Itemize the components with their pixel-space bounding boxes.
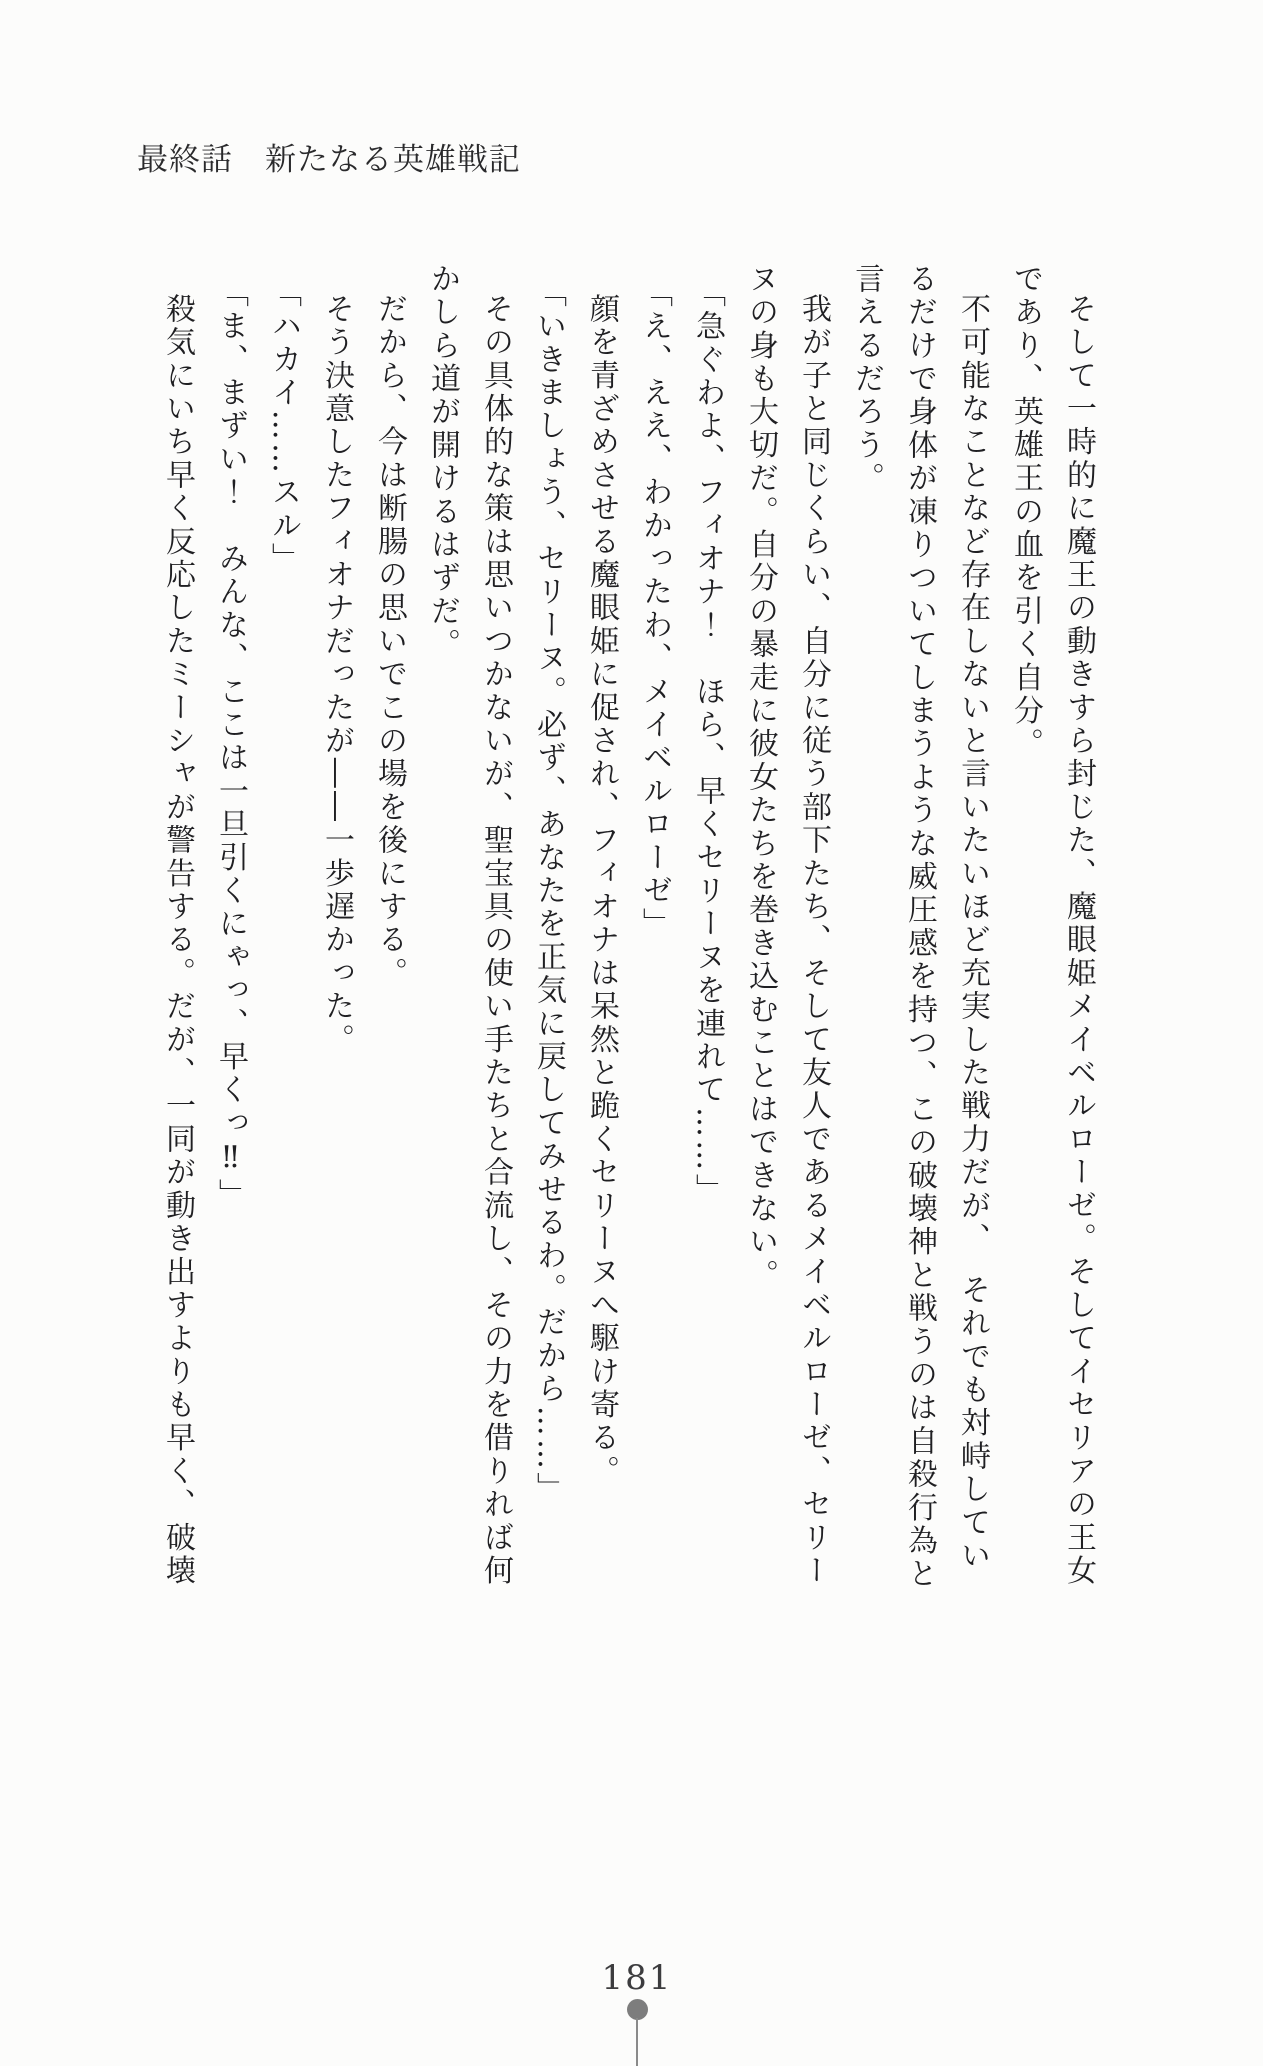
paragraph: そう決意したフィオナだったが――一歩遅かった。	[319, 293, 354, 1057]
page-number: 181	[601, 1958, 673, 1998]
paragraph: その具体的な策は思いつかないが、聖宝具の使い手たちと合流し、その力を借りれば何かしら道が開けるはずだ。	[425, 263, 513, 1588]
footer-dot-ornament	[627, 1999, 648, 2020]
paragraph: 顔を青ざめさせる魔眼姫に促され、フィオナは呆然と跪くセリーヌへ駆け寄る。	[584, 293, 619, 1489]
paragraph: だから、今は断腸の思いでこの場を後にする。	[372, 293, 407, 991]
chapter-header: 最終話 新たなる英雄戦記	[137, 142, 521, 178]
dialogue-line: 「ま、まずい！ みんな、ここは一旦引くにゃっ、早くっ‼」	[213, 276, 248, 1212]
dialogue-line: 「急ぐわよ、フィオナ！ ほら、早くセリーヌを連れて……」	[690, 276, 725, 1207]
footer-rule-ornament	[636, 2018, 638, 2066]
paragraph: 殺気にいち早く反応したミーシャが警告する。だが、一同が動き出すよりも早く、破壊	[160, 293, 195, 1588]
paragraph: そして一時的に魔王の動きすら封じた、魔眼姫メイベルローゼ。そしてイセリアの王女であり、英雄王の血を引く自分。	[1008, 263, 1096, 1588]
dialogue-line: 「え、ええ、わかったわ、メイベルローゼ」	[637, 276, 672, 941]
dialogue-line: 「いきましょう、セリーヌ。必ず、あなたを正気に戻してみせるわ。だから……」	[531, 276, 566, 1505]
main-text-block	[151, 263, 1105, 1603]
paragraph: 不可能なことなど存在しないと言いたいほど充実した戦力だが、 それでも対峙しているだけで身体が凍りついてしまうような威圧感を持つ、この破壊神と戦うのは自殺行為と言えるだろう。	[849, 263, 990, 1591]
paragraph: 我が子と同じくらい、自分に従う部下たち、そして友人であるメイベルローゼ、セリーヌの身も大切だ。自分の暴走に彼女たちを巻き込むことはできない。	[743, 263, 831, 1588]
dialogue-line: 「ハカイ……スル」	[266, 276, 301, 576]
